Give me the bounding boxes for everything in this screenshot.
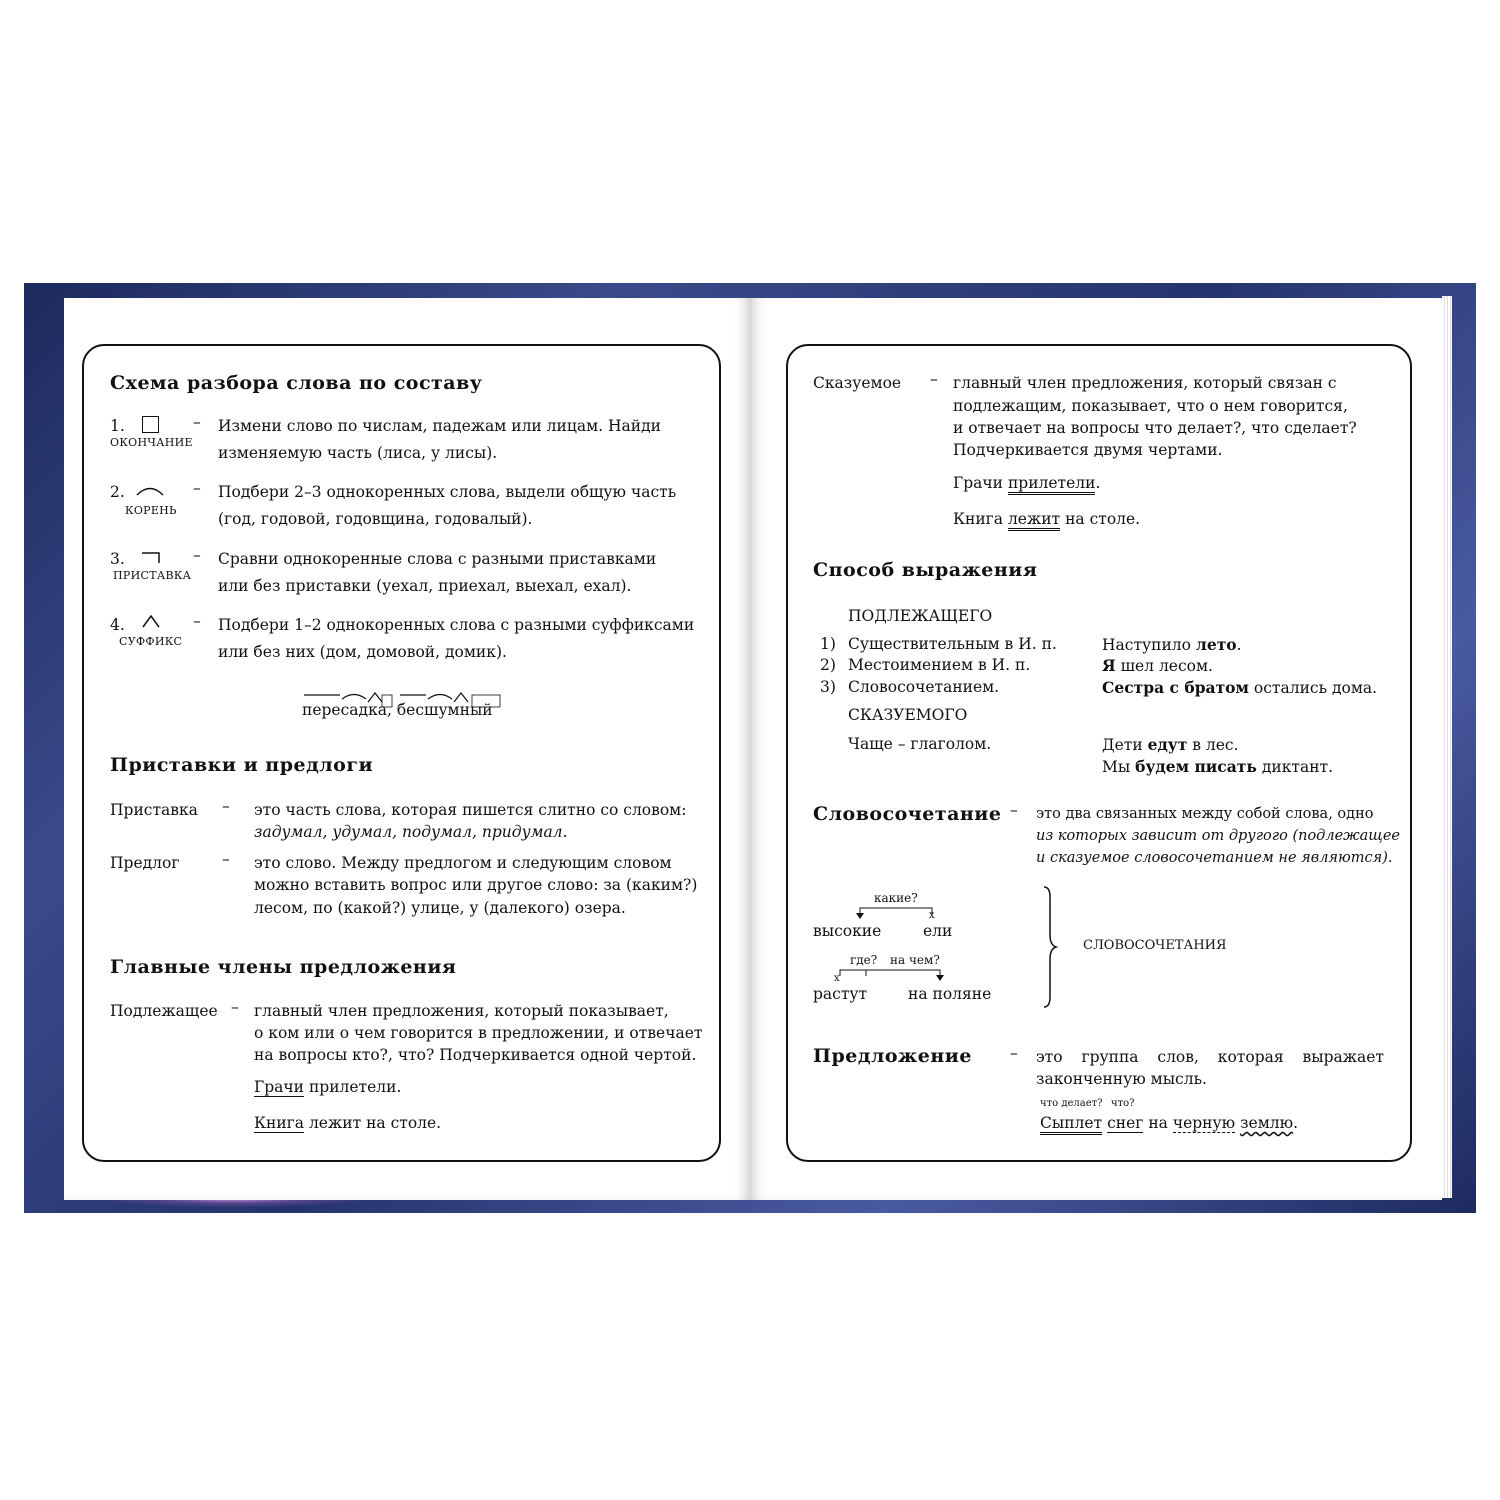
phrase-dash: –: [1010, 801, 1018, 819]
predicate-def-2: подлежащим, показывает, что о нем говорится,: [953, 397, 1348, 415]
item-3-dash: –: [193, 546, 201, 564]
item-2-label: КОРЕНЬ: [125, 504, 177, 517]
phrases-label: СЛОВОСОЧЕТАНИЯ: [1083, 938, 1227, 953]
predicate-word: лежит: [1008, 510, 1060, 531]
ending-icon: [142, 416, 159, 433]
expr-row-3-example: Сестра с братом остались дома.: [1102, 678, 1378, 697]
predicate-caps: СКАЗУЕМОГО: [848, 706, 968, 724]
phrase-def-3: и сказуемое словосочетанием не являются).: [1036, 850, 1393, 866]
prefix-term: Приставка: [110, 801, 198, 819]
item-2-line2: (год, годовой, годовщина, годовалый).: [218, 510, 533, 528]
item-3-label: ПРИСТАВКА: [113, 569, 192, 582]
prep-def-1: это слово. Между предлогом и следующим словом: [254, 854, 672, 872]
phrase-title: Словосочетание: [813, 803, 1002, 825]
sentence-def-2: законченную мысль.: [1036, 1070, 1207, 1088]
item-4-line2: или без них (дом, домовой, домик).: [218, 643, 507, 661]
root-icon: [136, 486, 164, 496]
subject-def-1: главный член предложения, который показывает,: [254, 1002, 669, 1020]
link-arrow-2: [828, 966, 948, 982]
prep-def-2: можно вставить вопрос или другое слово: за (каким?): [254, 876, 698, 894]
phrase-def-2: из которых зависит от другого (подлежащее: [1036, 828, 1400, 844]
predicate-example-2: Книга лежит на столе.: [953, 506, 1140, 533]
page-edges: [1442, 296, 1452, 1198]
predicate-way-example-2: Мы будем писать диктант.: [1102, 757, 1334, 776]
prefix-def-1: это часть слова, которая пишется слитно со словом:: [254, 801, 687, 819]
item-4-num: 4.: [110, 616, 125, 634]
word-meadow: на поляне: [908, 985, 992, 1003]
item-4-line1: Подбери 1–2 однокоренных слова с разными суффиксами: [218, 616, 695, 634]
subject-dash: –: [231, 998, 239, 1016]
subject-example-2: Книга лежит на столе.: [254, 1114, 442, 1132]
item-1-line2: изменяемую часть (лиса, у лисы).: [218, 444, 498, 462]
head-mark-1: x: [929, 910, 935, 921]
predicate-def-3: и отвечает на вопросы что делает?, что сделает?: [953, 419, 1357, 437]
subject-def-3: на вопросы кто?, что? Подчеркивается одной чертой.: [254, 1046, 697, 1064]
predicate-def-4: Подчеркивается двумя чертами.: [953, 441, 1223, 459]
subject-example-1: Грачи прилетели.: [254, 1078, 402, 1096]
sentence-title: Предложение: [813, 1045, 972, 1067]
scheme-title: Схема разбора слова по составу: [110, 372, 483, 394]
item-1-num: 1.: [110, 417, 125, 435]
subject-def-2: о ком или о чем говорится в предложении, и отвечает: [254, 1024, 703, 1042]
attribute-word: черную: [1172, 1114, 1236, 1132]
subject-term: Подлежащее: [110, 1002, 218, 1020]
word-fir: ели: [923, 922, 953, 940]
brace-icon: [1040, 885, 1060, 1010]
predicate-example-1: Грачи прилетели.: [953, 470, 1100, 497]
word-grow: растут: [813, 985, 868, 1003]
item-1-line1: Измени слово по числам, падежам или лицам. Найди: [218, 417, 661, 435]
item-2-dash: –: [193, 479, 201, 497]
expr-row-2-num: 2): [820, 656, 836, 674]
suffix-icon: [142, 614, 160, 628]
predicate-def-1: главный член предложения, который связан с: [953, 374, 1337, 392]
item-1-dash: –: [193, 413, 201, 431]
word-high: высокие: [813, 922, 882, 940]
circumstance-word: землю: [1240, 1114, 1294, 1132]
item-4-label: СУФФИКС: [119, 635, 183, 648]
expr-row-1-way: Существительным в И. п.: [848, 635, 1057, 653]
expr-row-3-num: 3): [820, 678, 836, 696]
item-1-label: ОКОНЧАНИЕ: [110, 436, 193, 449]
subject-word: Грачи: [254, 1078, 305, 1096]
subject-caps: ПОДЛЕЖАЩЕГО: [848, 607, 993, 625]
subject-word: Книга: [254, 1114, 305, 1132]
question-on-what: на чем?: [890, 953, 940, 967]
prep-term: Предлог: [110, 854, 180, 872]
head-mark-2: x: [834, 973, 840, 984]
phrase-def-1: это два связанных между собой слова, одно: [1036, 806, 1374, 822]
expr-row-3-way: Словосочетанием.: [848, 678, 1000, 696]
prefix-icon: [141, 552, 161, 564]
sentence-example: Сыплет снег на черную землю.: [1040, 1110, 1298, 1137]
item-3-line2: или без приставки (уехал, приехал, выехал, ехал).: [218, 577, 632, 595]
item-4-dash: –: [193, 612, 201, 630]
expr-row-1-example: Наступило лето.: [1102, 635, 1242, 654]
item-3-num: 3.: [110, 550, 125, 568]
sentence-def-1: это группа слов, которая выражает: [1036, 1048, 1384, 1066]
expr-row-2-example: Я шел лесом.: [1102, 656, 1213, 675]
sentence-question-2: что?: [1111, 1098, 1135, 1109]
question-where: где?: [850, 953, 878, 967]
example-words: пересадка, бесшумный: [302, 701, 493, 719]
prefix-dash: –: [222, 797, 230, 815]
prefix-title: Приставки и предлоги: [110, 754, 374, 776]
sentence-question-1: что делает?: [1040, 1098, 1103, 1109]
sentence-dash: –: [1010, 1044, 1018, 1062]
item-2-num: 2.: [110, 483, 125, 501]
prep-def-3: лесом, по (какой?) улице, у (далекого) озера.: [254, 899, 626, 917]
predicate-way-example-1: Дети едут в лес.: [1102, 735, 1239, 754]
item-3-line1: Сравни однокоренные слова с разными приставками: [218, 550, 657, 568]
expr-row-1-num: 1): [820, 635, 836, 653]
predicate-way: Чаще – глаголом.: [848, 735, 992, 753]
predicate-dash: –: [930, 370, 938, 388]
main-members-title: Главные члены предложения: [110, 956, 457, 978]
item-2-line1: Подбери 2–3 однокоренных слова, выдели общую часть: [218, 483, 677, 501]
expr-row-2-way: Местоимением в И. п.: [848, 656, 1031, 674]
question-what-kind: какие?: [874, 891, 918, 905]
predicate-term: Сказуемое: [813, 374, 902, 392]
predicate-word: прилетели: [1008, 474, 1096, 495]
prefix-def-2: задумал, удумал, подумал, придумал.: [254, 823, 568, 841]
expression-title: Способ выражения: [813, 559, 1038, 581]
predicate-word: Сыплет: [1040, 1114, 1102, 1135]
prep-dash: –: [222, 850, 230, 868]
subject-word: снег: [1107, 1114, 1144, 1132]
